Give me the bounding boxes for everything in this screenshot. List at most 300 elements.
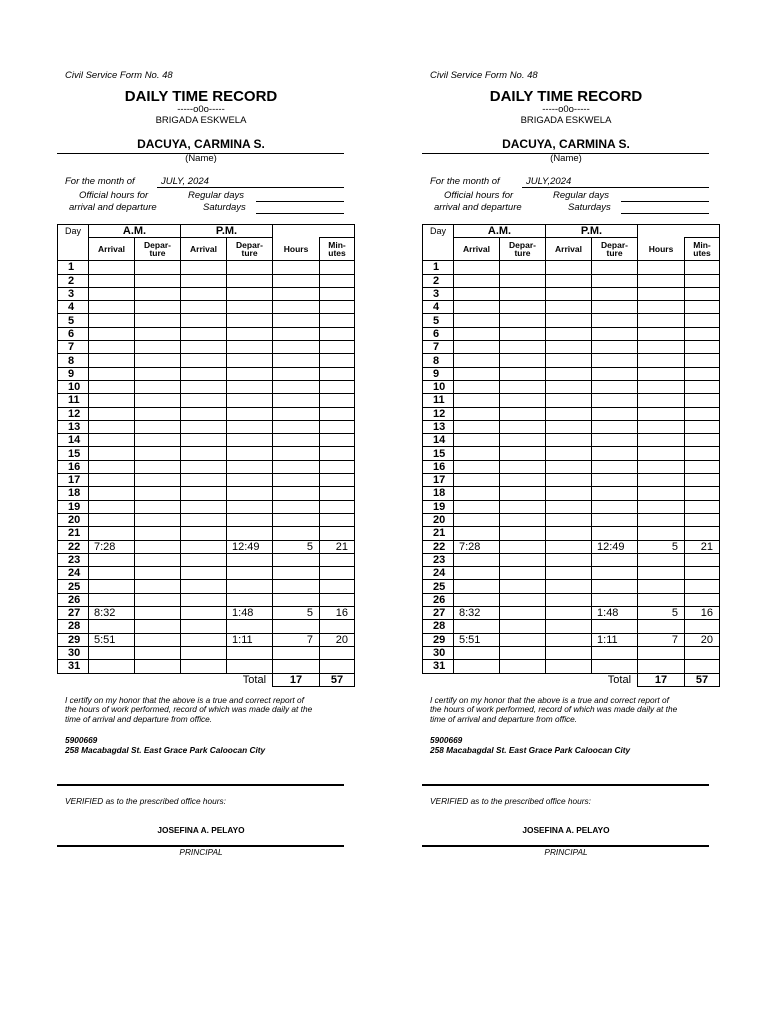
minutes-cell xyxy=(320,301,355,314)
hours-header: Hours xyxy=(273,238,320,261)
am-arrival-cell: 7:28 xyxy=(89,540,135,553)
minutes-cell xyxy=(685,500,720,513)
hours-cell: 7 xyxy=(638,633,685,646)
table-row xyxy=(58,354,355,367)
pm-arrival-cell xyxy=(181,660,227,673)
day-cell: 7 xyxy=(423,341,454,354)
day-cell: 26 xyxy=(423,593,454,606)
am-departure-cell xyxy=(500,607,546,620)
pm-arrival-cell xyxy=(181,301,227,314)
table-row xyxy=(423,460,720,473)
minutes-cell: 16 xyxy=(685,607,720,620)
minutes-cell xyxy=(685,660,720,673)
table-row xyxy=(58,607,355,620)
hours-cell xyxy=(638,487,685,500)
pm-arrival-cell xyxy=(181,540,227,553)
am-arrival-cell xyxy=(454,341,500,354)
am-arrival-cell xyxy=(454,314,500,327)
am-departure-header: Depar- ture xyxy=(135,238,181,261)
table-row xyxy=(423,434,720,447)
pm-departure-cell xyxy=(227,301,273,314)
table-row xyxy=(58,553,355,566)
day-cell: 2 xyxy=(423,274,454,287)
hours-cell xyxy=(638,553,685,566)
am-arrival-cell xyxy=(89,327,135,340)
pm-departure-cell xyxy=(592,327,638,340)
hours-cell xyxy=(638,274,685,287)
minutes-cell xyxy=(320,407,355,420)
hours-cell xyxy=(273,513,320,526)
pm-departure-cell: 1:11 xyxy=(227,633,273,646)
am-departure-cell xyxy=(500,527,546,540)
pm-arrival-cell xyxy=(546,301,592,314)
am-arrival-cell xyxy=(89,620,135,633)
pm-arrival-cell xyxy=(181,553,227,566)
pm-arrival-cell xyxy=(181,394,227,407)
table-row xyxy=(423,420,720,433)
pm-departure-cell xyxy=(592,274,638,287)
am-departure-cell xyxy=(500,447,546,460)
pm-departure-cell xyxy=(227,553,273,566)
pm-arrival-cell xyxy=(181,646,227,659)
am-arrival-cell xyxy=(89,447,135,460)
employee-signature-line[interactable] xyxy=(57,784,344,786)
day-cell: 4 xyxy=(58,301,89,314)
hours-cell xyxy=(638,314,685,327)
pm-departure-cell xyxy=(227,487,273,500)
day-cell: 6 xyxy=(423,327,454,340)
am-arrival-cell: 7:28 xyxy=(454,540,500,553)
employee-address: 258 Macabagdal St. East Grace Park Caloocan City xyxy=(430,745,631,755)
pm-departure-cell xyxy=(227,287,273,300)
am-arrival-cell xyxy=(454,646,500,659)
hours-header: Hours xyxy=(638,238,685,261)
am-departure-cell xyxy=(135,633,181,646)
employee-address: 258 Macabagdal St. East Grace Park Caloocan City xyxy=(65,745,266,755)
pm-arrival-cell xyxy=(181,341,227,354)
hours-cell xyxy=(273,341,320,354)
pm-departure-cell xyxy=(227,314,273,327)
day-cell: 1 xyxy=(423,261,454,274)
pm-header: P.M. xyxy=(181,225,273,238)
day-cell: 10 xyxy=(423,380,454,393)
total-minutes: 57 xyxy=(320,673,355,686)
am-departure-cell xyxy=(500,580,546,593)
table-row xyxy=(58,593,355,606)
day-cell: 12 xyxy=(423,407,454,420)
table-row xyxy=(423,633,720,646)
hours-cell xyxy=(638,287,685,300)
name-caption: (Name) xyxy=(550,153,582,164)
regular-days-field[interactable] xyxy=(256,201,344,202)
title-separator: -----o0o----- xyxy=(542,104,590,115)
hours-cell xyxy=(273,620,320,633)
pm-departure-cell xyxy=(227,367,273,380)
pm-arrival-cell xyxy=(181,527,227,540)
am-departure-cell xyxy=(135,314,181,327)
pm-arrival-cell xyxy=(546,367,592,380)
minutes-cell xyxy=(320,500,355,513)
hours-cell xyxy=(273,380,320,393)
pm-arrival-cell xyxy=(546,487,592,500)
hours-cell: 5 xyxy=(638,607,685,620)
table-row xyxy=(423,474,720,487)
minutes-cell xyxy=(685,367,720,380)
am-arrival-cell xyxy=(454,367,500,380)
am-departure-cell xyxy=(500,261,546,274)
pm-arrival-cell xyxy=(181,261,227,274)
hours-cell xyxy=(273,447,320,460)
am-arrival-cell xyxy=(454,354,500,367)
official-hours-label-1: Official hours for xyxy=(444,190,514,201)
am-departure-cell xyxy=(135,274,181,287)
am-departure-cell xyxy=(500,354,546,367)
am-arrival-cell xyxy=(454,394,500,407)
hours-cell xyxy=(638,447,685,460)
time-record-table xyxy=(422,224,720,687)
am-arrival-cell xyxy=(89,301,135,314)
pm-departure-cell xyxy=(227,593,273,606)
am-departure-cell xyxy=(500,593,546,606)
pm-arrival-cell xyxy=(181,580,227,593)
table-row xyxy=(423,287,720,300)
minutes-cell xyxy=(685,407,720,420)
am-arrival-cell xyxy=(454,527,500,540)
hours-cell xyxy=(273,354,320,367)
table-row xyxy=(423,620,720,633)
table-row xyxy=(423,394,720,407)
am-arrival-cell xyxy=(454,460,500,473)
principal-title: PRINCIPAL xyxy=(544,847,588,857)
pm-departure-cell: 1:11 xyxy=(592,633,638,646)
employee-signature-line[interactable] xyxy=(422,784,709,786)
table-row xyxy=(58,474,355,487)
am-departure-cell xyxy=(135,527,181,540)
day-cell: 21 xyxy=(58,527,89,540)
am-departure-cell xyxy=(135,261,181,274)
am-departure-cell xyxy=(500,633,546,646)
am-departure-cell xyxy=(135,380,181,393)
pm-departure-cell xyxy=(592,646,638,659)
minutes-cell xyxy=(685,301,720,314)
minutes-cell xyxy=(320,567,355,580)
am-departure-cell xyxy=(135,367,181,380)
month-underline xyxy=(522,187,709,188)
hours-cell xyxy=(273,500,320,513)
minutes-cell xyxy=(320,380,355,393)
minutes-cell xyxy=(320,261,355,274)
table-row xyxy=(423,646,720,659)
am-arrival-cell xyxy=(454,620,500,633)
am-arrival-cell xyxy=(454,567,500,580)
pm-departure-cell xyxy=(592,420,638,433)
am-departure-cell xyxy=(135,447,181,460)
pm-arrival-cell xyxy=(546,460,592,473)
hours-cell xyxy=(273,394,320,407)
minutes-cell: 21 xyxy=(685,540,720,553)
pm-departure-cell xyxy=(592,394,638,407)
table-row xyxy=(58,367,355,380)
verified-text: VERIFIED as to the prescribed office hours: xyxy=(65,796,226,806)
hours-cell xyxy=(638,327,685,340)
pm-arrival-cell xyxy=(546,500,592,513)
minutes-cell xyxy=(685,567,720,580)
table-row xyxy=(58,513,355,526)
table-row xyxy=(423,527,720,540)
table-row xyxy=(58,301,355,314)
pm-arrival-cell xyxy=(181,593,227,606)
pm-arrival-cell xyxy=(181,620,227,633)
pm-departure-cell xyxy=(592,287,638,300)
am-arrival-cell xyxy=(454,447,500,460)
verified-text: VERIFIED as to the prescribed office hours: xyxy=(430,796,591,806)
am-departure-cell xyxy=(135,460,181,473)
table-row xyxy=(423,553,720,566)
day-cell: 5 xyxy=(58,314,89,327)
pm-arrival-cell xyxy=(546,274,592,287)
day-cell: 24 xyxy=(58,567,89,580)
am-arrival-cell xyxy=(89,420,135,433)
pm-departure-cell xyxy=(227,447,273,460)
day-cell: 3 xyxy=(58,287,89,300)
pm-departure-cell xyxy=(227,341,273,354)
pm-departure-cell xyxy=(227,620,273,633)
pm-arrival-header: Arrival xyxy=(181,238,227,261)
table-row xyxy=(423,447,720,460)
table-row xyxy=(58,314,355,327)
am-arrival-cell xyxy=(454,327,500,340)
school-name: BRIGADA ESKWELA xyxy=(155,115,247,126)
day-cell: 15 xyxy=(423,447,454,460)
am-departure-cell xyxy=(135,327,181,340)
minutes-cell xyxy=(320,327,355,340)
day-cell: 30 xyxy=(58,646,89,659)
minutes-cell xyxy=(320,354,355,367)
pm-arrival-cell xyxy=(546,354,592,367)
table-row xyxy=(58,261,355,274)
pm-departure-cell xyxy=(227,274,273,287)
pm-arrival-cell xyxy=(546,607,592,620)
pm-arrival-cell xyxy=(181,500,227,513)
table-row xyxy=(423,274,720,287)
am-departure-cell xyxy=(500,274,546,287)
regular-days-field[interactable] xyxy=(621,201,709,202)
hours-cell xyxy=(638,301,685,314)
pm-arrival-cell xyxy=(546,660,592,673)
pm-arrival-cell xyxy=(181,434,227,447)
pm-arrival-header: Arrival xyxy=(546,238,592,261)
am-departure-cell xyxy=(135,567,181,580)
pm-arrival-cell xyxy=(181,354,227,367)
pm-departure-cell xyxy=(227,527,273,540)
am-departure-cell xyxy=(500,434,546,447)
minutes-cell xyxy=(320,287,355,300)
day-cell: 19 xyxy=(58,500,89,513)
pm-arrival-cell xyxy=(546,287,592,300)
day-cell: 14 xyxy=(58,434,89,447)
school-name: BRIGADA ESKWELA xyxy=(520,115,612,126)
day-cell: 10 xyxy=(58,380,89,393)
minutes-cell xyxy=(320,593,355,606)
am-arrival-cell xyxy=(89,567,135,580)
pm-departure-cell xyxy=(592,434,638,447)
table-row xyxy=(423,660,720,673)
hours-cell xyxy=(273,660,320,673)
table-row xyxy=(58,500,355,513)
hours-cell: 7 xyxy=(273,633,320,646)
am-departure-cell xyxy=(135,394,181,407)
pm-departure-cell xyxy=(592,447,638,460)
am-arrival-cell: 8:32 xyxy=(89,607,135,620)
pm-departure-cell xyxy=(592,367,638,380)
pm-arrival-cell xyxy=(546,580,592,593)
pm-departure-cell xyxy=(592,314,638,327)
form-title: DAILY TIME RECORD xyxy=(489,88,643,105)
minutes-cell xyxy=(685,327,720,340)
month-value: JULY,2024 xyxy=(526,176,572,187)
minutes-cell xyxy=(320,341,355,354)
principal-name: JOSEFINA A. PELAYO xyxy=(157,825,245,835)
table-row xyxy=(423,580,720,593)
hours-cell xyxy=(273,646,320,659)
am-arrival-cell xyxy=(89,287,135,300)
month-label: For the month of xyxy=(65,176,135,187)
hours-cell xyxy=(273,301,320,314)
am-departure-cell xyxy=(500,474,546,487)
pm-arrival-cell xyxy=(546,434,592,447)
pm-arrival-cell xyxy=(546,540,592,553)
pm-departure-cell xyxy=(227,327,273,340)
day-cell: 17 xyxy=(423,474,454,487)
am-departure-cell xyxy=(135,660,181,673)
day-cell: 23 xyxy=(423,553,454,566)
am-arrival-header: Arrival xyxy=(89,238,135,261)
table-row xyxy=(423,593,720,606)
name-caption: (Name) xyxy=(185,153,217,164)
am-arrival-cell: 5:51 xyxy=(89,633,135,646)
hours-cell xyxy=(638,527,685,540)
official-hours-label-2: arrival and departure xyxy=(69,202,157,213)
day-cell: 30 xyxy=(423,646,454,659)
month-underline xyxy=(157,187,344,188)
pm-arrival-cell xyxy=(546,474,592,487)
pm-arrival-cell xyxy=(181,407,227,420)
table-row xyxy=(423,261,720,274)
am-arrival-cell xyxy=(454,500,500,513)
hours-cell xyxy=(273,474,320,487)
table-row xyxy=(58,434,355,447)
day-cell: 9 xyxy=(423,367,454,380)
saturdays-field[interactable] xyxy=(621,213,709,214)
am-arrival-cell xyxy=(89,380,135,393)
am-departure-cell xyxy=(135,287,181,300)
am-departure-cell xyxy=(135,474,181,487)
minutes-cell xyxy=(320,447,355,460)
am-departure-cell xyxy=(135,646,181,659)
day-header: Day xyxy=(58,225,89,261)
pm-departure-cell xyxy=(592,474,638,487)
am-arrival-cell xyxy=(454,513,500,526)
table-row xyxy=(58,420,355,433)
pm-arrival-cell xyxy=(546,527,592,540)
pm-departure-cell xyxy=(592,407,638,420)
pm-arrival-cell xyxy=(546,420,592,433)
title-separator: -----o0o----- xyxy=(177,104,225,115)
am-departure-cell xyxy=(500,380,546,393)
hours-cell xyxy=(638,341,685,354)
am-arrival-cell xyxy=(454,261,500,274)
minutes-cell xyxy=(685,460,720,473)
pm-arrival-cell xyxy=(546,593,592,606)
pm-departure-cell: 12:49 xyxy=(227,540,273,553)
day-cell: 21 xyxy=(423,527,454,540)
minutes-cell xyxy=(685,314,720,327)
table-row xyxy=(58,460,355,473)
pm-departure-cell xyxy=(227,434,273,447)
hours-cell xyxy=(273,407,320,420)
am-departure-cell xyxy=(500,487,546,500)
saturdays-field[interactable] xyxy=(256,213,344,214)
minutes-cell xyxy=(320,527,355,540)
minutes-cell xyxy=(320,660,355,673)
pm-departure-cell xyxy=(592,354,638,367)
minutes-cell xyxy=(320,487,355,500)
pm-arrival-cell xyxy=(181,513,227,526)
pm-departure-cell xyxy=(227,567,273,580)
am-header: A.M. xyxy=(89,225,181,238)
minutes-cell xyxy=(685,434,720,447)
am-departure-cell xyxy=(500,301,546,314)
day-cell: 2 xyxy=(58,274,89,287)
am-header: A.M. xyxy=(454,225,546,238)
regular-days-label: Regular days xyxy=(188,190,244,201)
day-cell: 31 xyxy=(58,660,89,673)
day-cell: 16 xyxy=(423,460,454,473)
hours-cell xyxy=(638,513,685,526)
day-cell: 29 xyxy=(58,633,89,646)
pm-arrival-cell xyxy=(181,314,227,327)
am-arrival-cell xyxy=(89,553,135,566)
employee-code: 5900669 xyxy=(430,735,463,745)
pm-departure-cell: 1:48 xyxy=(592,607,638,620)
minutes-cell xyxy=(685,513,720,526)
am-arrival-cell xyxy=(454,407,500,420)
table-row xyxy=(58,633,355,646)
minutes-cell xyxy=(320,580,355,593)
day-cell: 20 xyxy=(58,513,89,526)
am-arrival-cell xyxy=(454,580,500,593)
am-arrival-cell xyxy=(89,527,135,540)
hours-cell xyxy=(638,460,685,473)
am-departure-cell xyxy=(135,513,181,526)
hours-cell xyxy=(638,593,685,606)
day-cell: 18 xyxy=(58,487,89,500)
pm-arrival-cell xyxy=(546,341,592,354)
table-row xyxy=(58,274,355,287)
minutes-cell xyxy=(685,593,720,606)
am-arrival-cell xyxy=(454,274,500,287)
minutes-cell xyxy=(685,420,720,433)
hours-cell xyxy=(638,646,685,659)
minutes-cell: 20 xyxy=(685,633,720,646)
pm-departure-cell xyxy=(592,620,638,633)
table-row xyxy=(423,540,720,553)
am-arrival-cell xyxy=(89,394,135,407)
pm-arrival-cell xyxy=(546,380,592,393)
day-cell: 23 xyxy=(58,553,89,566)
am-arrival-cell xyxy=(89,660,135,673)
pm-departure-header: Depar- ture xyxy=(592,238,638,261)
